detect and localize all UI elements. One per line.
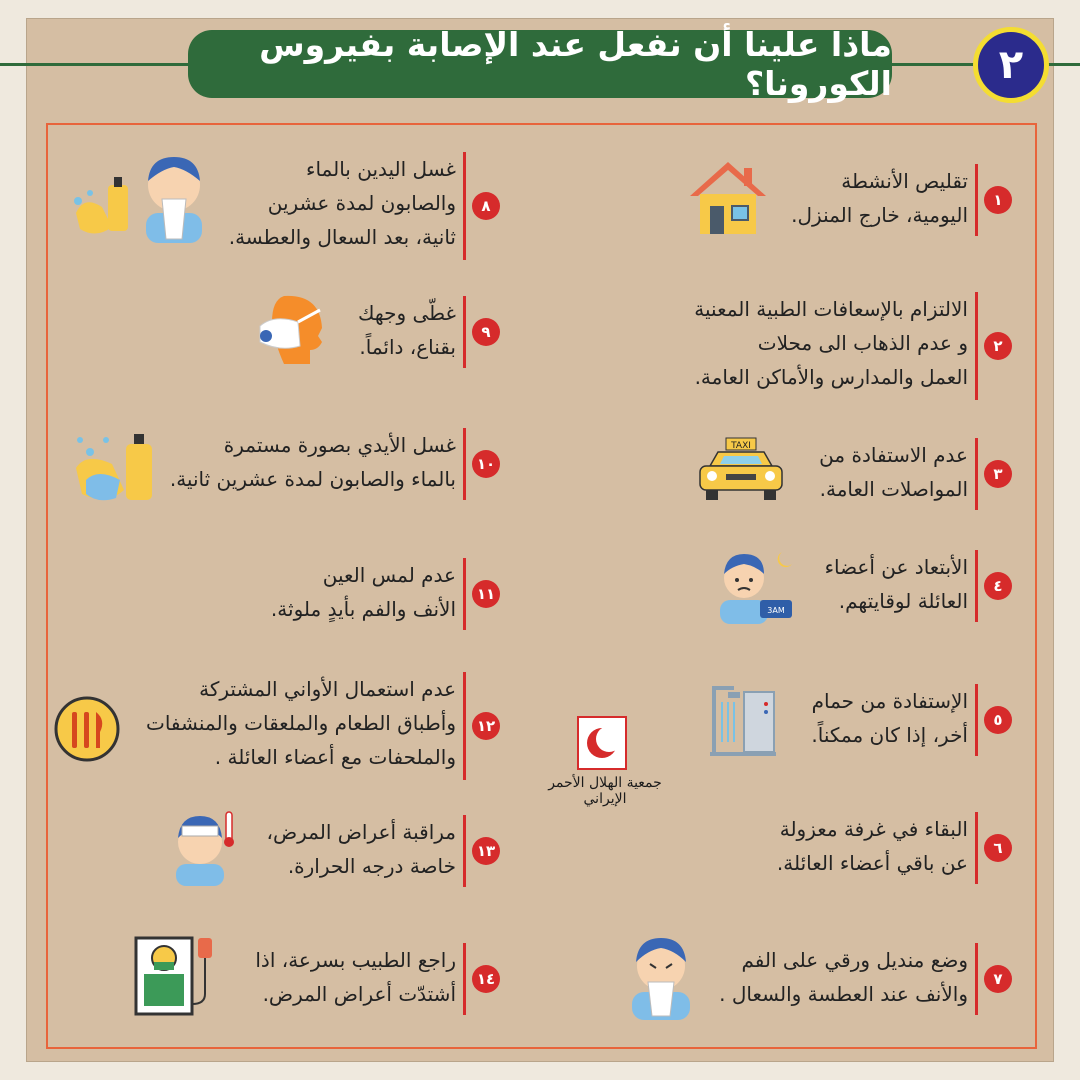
taxi-sign-text: TAXI	[731, 441, 751, 451]
tip-item-13: ١٣ مراقبة أعراض المرض، خاصة درجه الحرارة.	[200, 815, 500, 887]
tip-item-7: ٧ وضع منديل ورقي على الفم والأنف عند العطسة والسعال .	[652, 943, 1012, 1015]
tip-item-6: ٦ البقاء في غرفة معزولة عن باقي أعضاء العائلة.	[682, 812, 1012, 884]
shower-icon	[708, 682, 778, 758]
cutlery-icon	[54, 696, 120, 762]
sneezing-person-icon	[622, 934, 700, 1020]
fever-person-icon	[170, 808, 240, 886]
hospital-bed-icon	[132, 934, 216, 1018]
section-number-badge: ٢	[973, 27, 1049, 103]
tip-item-9: ٩ غطّى وجهك بقناع، دائماً.	[240, 296, 500, 368]
tip-item-5: ٥ الإستفادة من حمام أخر، إذا كان ممكناً.	[682, 684, 1012, 756]
tip-item-10: ١٠ غسل الأيدي بصورة مستمرة بالماء والصابون لمدة عشرين ثانية.	[160, 428, 500, 500]
red-crescent-logo	[577, 716, 627, 770]
tip-item-1: ١ تقليص الأنشطة اليومية، خارج المنزل.	[682, 164, 1012, 236]
page-title: ماذا علينا أن نفعل عند الإصابة بفيروس الكورونا؟	[188, 30, 892, 98]
tip-item-14: ١٤ راجع الطبيب بسرعة، اذا أشتدّت أعراض المرض.	[200, 943, 500, 1015]
house-icon	[686, 158, 770, 238]
handwash-icon	[72, 424, 162, 508]
tip-item-4: ٤ الأبتعاد عن أعضاء العائلة لوقايتهم.	[682, 550, 1012, 622]
handwash-sneeze-icon	[66, 155, 206, 245]
clock-text: 3AM	[767, 606, 785, 615]
tip-item-2: ٢ الالتزام بالإسعافات الطبية المعنية و عدم الذهاب الى محلات العمل والمدارس والأماكن العامة.	[562, 292, 1012, 400]
tip-item-3: ٣ عدم الاستفادة من المواصلات العامة.	[682, 438, 1012, 510]
face-mask-icon	[254, 292, 328, 366]
tip-item-11: ١١ عدم لمس العين الأنف والفم بأيدٍ ملوثة.	[200, 558, 500, 630]
org-name: جمعية الهلال الأحمر الإيراني	[548, 775, 662, 807]
taxi-icon	[696, 436, 786, 506]
sad-person-icon	[712, 548, 802, 626]
tip-item-12: ١٢ عدم استعمال الأواني المشتركة وأطباق الطعام والملعقات والمنشفات والملحفات مع أعضاء العائلة .	[120, 672, 500, 780]
tip-item-8: ٨ غسل اليدين بالماء والصابون لمدة عشرين ثانية، بعد السعال والعطسة.	[200, 152, 500, 260]
